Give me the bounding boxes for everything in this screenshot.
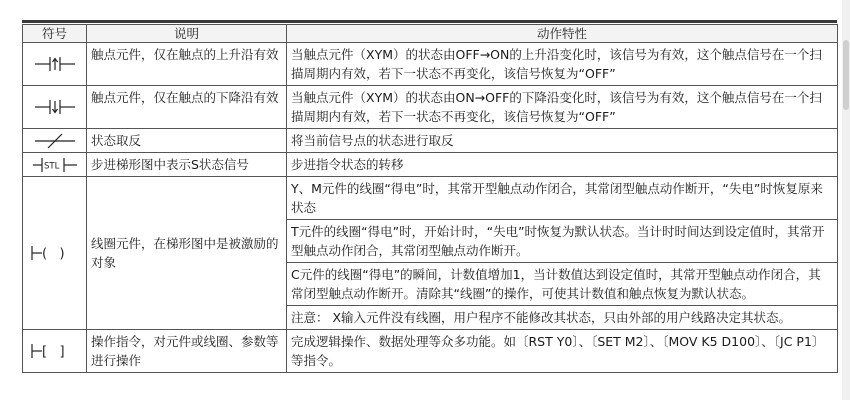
instruction-label: [ ] [41,344,65,360]
description-cell: 步进梯形图中表示S状态信号 [87,153,287,177]
header-symbol: 符号 [23,25,87,43]
header-action: 动作特性 [287,25,838,43]
stl-label: STL [43,161,59,171]
symbol-cell [23,177,87,330]
action-cell: 完成逻辑操作、数据处理等众多功能。如〔RST Y0〕、〔SET M2〕、〔MOV K5 D100〕、〔JC P1〕等指令。 [287,330,838,373]
action-cell: 步进指令状态的转移 [287,153,838,177]
symbol-cell [23,86,87,129]
stl-step-icon [31,155,79,175]
symbol-cell [23,153,87,177]
table-row [23,43,838,86]
action-cell: 当触点元件（XYM）的状态由OFF→ON的上升沿变化时，该信号为有效，这个触点信号在一个扫描周期内有效，若下一状态不再变化，该信号恢复为“OFF” [287,43,838,86]
table-row [23,86,838,129]
symbol-cell [23,43,87,86]
action-cell: 当触点元件（XYM）的状态由ON→OFF的下降沿变化时，该信号为有效，这个触点信号在一个扫描周期内有效，若下一状态不再变化，该信号恢复为“OFF” [287,86,838,129]
action-cell: C元件的线圈“得电”的瞬间，计数值增加1，当计数值达到设定值时，其常开型触点动作闭合，其常闭型触点动作断开。清除其“线圈”的操作，可使其计数值和触点恢复为默认状态。 [287,263,838,306]
symbol-cell [23,330,87,373]
description-cell: 触点元件，仅在触点的上升沿有效 [87,43,287,86]
description-cell: 操作指令，对元件或线圈、参数等进行操作 [87,330,287,373]
falling-edge-contact-icon [33,97,77,117]
symbol-cell [23,129,87,153]
instruction-symbol-table [22,24,838,373]
action-cell: Y、M元件的线圈“得电”时，其常开型触点动作闭合，其常闭型触点动作断开，“失电”时恢复原来状态 [287,177,838,220]
invert-state-icon [33,131,77,151]
coil-icon [30,243,80,263]
rising-edge-contact-icon [33,54,77,74]
description-cell: 触点元件，仅在触点的下降沿有效 [87,86,287,129]
coil-label: ( ) [41,246,65,262]
scrollbar-thumb[interactable] [843,40,849,110]
action-cell: 注意： X输入元件没有线圈，用户程序不能修改其状态，只由外部的用户线路决定其状态。 [287,306,838,330]
table-row [23,129,838,153]
action-cell: T元件的线圈“得电”时，开始计时，“失电”时恢复为默认状态。当计时时间达到设定值时，其常开型触点动作闭合，其常闭型触点动作断开。 [287,220,838,263]
instruction-icon [30,341,80,361]
table-top-rule [22,20,837,23]
description-cell: 状态取反 [87,129,287,153]
table-header-row [23,25,838,43]
table-row [23,330,838,373]
table-row [23,177,838,220]
description-cell: 线圈元件，在梯形图中是被激励的对象 [87,177,287,330]
header-description: 说明 [87,25,287,43]
table-row [23,153,838,177]
vertical-scrollbar[interactable] [842,0,850,400]
action-cell: 将当前信号点的状态进行取反 [287,129,838,153]
